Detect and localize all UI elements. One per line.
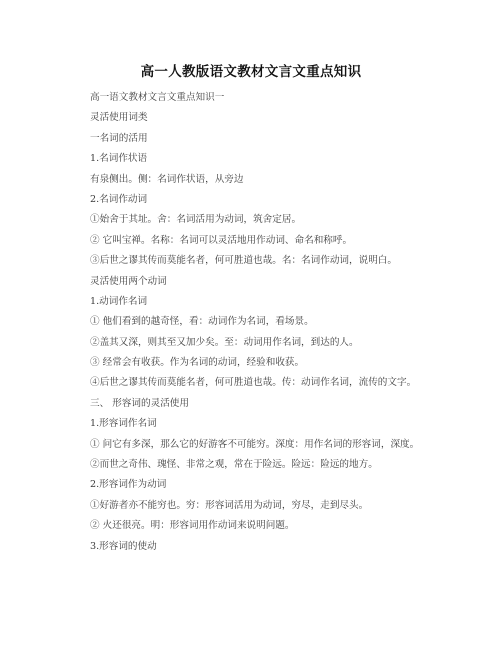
text-line: 3.形容词的使动 [90, 540, 157, 552]
text-line: 灵活使用两个动词 [90, 275, 167, 287]
text-line: 有泉侧出。侧：名词作状语，从旁边 [90, 173, 244, 185]
text-line: ③后世之谬其传而莫能名者，何可胜道也哉。名：名词作动词，说明白。 [90, 255, 397, 267]
document-body [90, 88, 480, 557]
text-line: 高一语文教材文言文重点知识一 [90, 92, 225, 103]
text-line: ②盖其又深，则其至又加少矣。至：动词用作名词，到达的人。 [90, 336, 359, 348]
text-line: 1.名词作状语 [90, 153, 148, 165]
text-line: ②而世之奇伟、瑰怪、非常之观，常在于险远。险远：险远的地方。 [90, 459, 378, 471]
text-line: ④后世之谬其传而莫能名者，何可胜道也哉。传：动词作名词，流传的文字。 [90, 377, 417, 389]
text-line: 三、 形容词的灵活使用 [90, 397, 189, 409]
text-line: 灵活使用词类 [90, 112, 148, 124]
text-line: 2.形容词作为动词 [90, 479, 167, 491]
text-line: ① 他们看到的越奇怪，看：动词作为名词，看场景。 [90, 316, 314, 328]
text-line: ①始舍于其址。舍：名词活用为动词，筑舍定居。 [90, 214, 302, 226]
text-line: 2.名词作动词 [90, 193, 148, 205]
text-line: ①好游者亦不能穷也。穷：形容词活用为动词，穷尽，走到尽头。 [90, 499, 369, 511]
text-line: ② 火还很亮。明：形容词用作动词来说明问题。 [90, 520, 295, 532]
document-title: 高一人教版语文教材文言文重点知识 [140, 64, 362, 80]
text-line: 一名词的活用 [90, 132, 148, 144]
text-line: ② 它叫宝禅。名称：名词可以灵活地用作动词、命名和称呼。 [90, 234, 353, 246]
text-line: ③ 经常会有收获。作为名词的动词，经验和收获。 [90, 357, 305, 369]
text-line: ① 问它有多深，那么它的好游客不可能穷。深度：用作名词的形容词，深度。 [90, 438, 420, 450]
text-line: 1.形容词作名词 [90, 418, 157, 430]
text-line: 1.动词作名词 [90, 295, 148, 307]
